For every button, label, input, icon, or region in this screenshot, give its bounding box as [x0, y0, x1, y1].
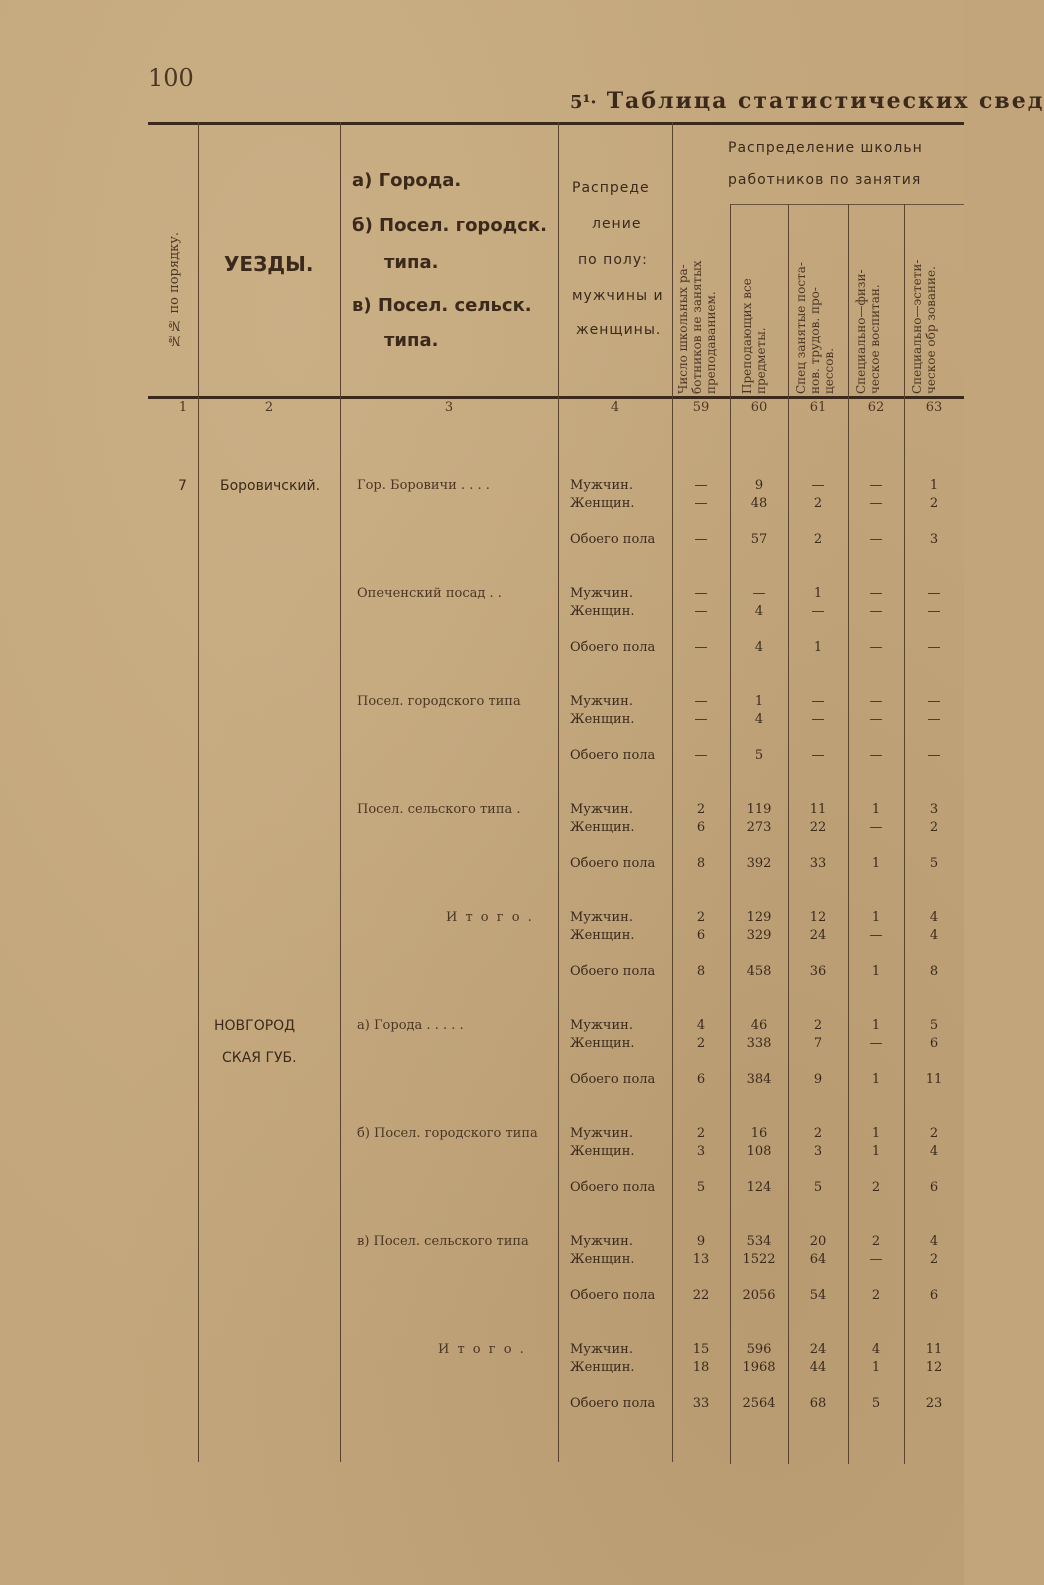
table-cell: 534: [746, 1234, 772, 1249]
table-cell: 3: [813, 1144, 823, 1159]
table-cell: 2: [929, 496, 939, 511]
vertical-header-line: ческое воспитан.: [868, 284, 882, 394]
table-cell: 2: [871, 1288, 881, 1303]
table-cell: 6: [696, 928, 706, 943]
table-cell: —: [694, 586, 708, 601]
table-cell: 11: [925, 1072, 943, 1087]
table-cell: 2: [929, 1126, 939, 1141]
table-cell: 1: [871, 1360, 881, 1375]
table-cell: 33: [692, 1396, 710, 1411]
table-cell: —: [869, 532, 883, 547]
table-cell: 384: [746, 1072, 772, 1087]
table-cell: 4: [929, 1144, 939, 1159]
header-col3-c2: типа.: [384, 330, 439, 351]
header-col4-line: ление: [592, 216, 642, 232]
rule-v7: [848, 204, 849, 1464]
table-cell: —: [811, 694, 825, 709]
table-cell: 3: [929, 802, 939, 817]
sex-label: Мужчин.: [570, 802, 633, 817]
table-cell: 44: [809, 1360, 827, 1375]
sex-label: Мужчин.: [570, 1018, 633, 1033]
table-cell: 24: [809, 928, 827, 943]
table-cell: —: [869, 748, 883, 763]
table-cell: 108: [746, 1144, 772, 1159]
sex-label: Женщин.: [570, 712, 635, 727]
table-cell: 1968: [742, 1360, 776, 1375]
table-cell: —: [694, 496, 708, 511]
rule-v3: [558, 122, 559, 1462]
table-cell: 2: [696, 1036, 706, 1051]
rule-v4: [672, 122, 673, 1462]
table-cell: 54: [809, 1288, 827, 1303]
header-col4-line: по полу:: [578, 252, 648, 268]
column-number: 4: [610, 400, 620, 415]
table-cell: 4: [929, 1234, 939, 1249]
table-cell: 2: [813, 1126, 823, 1141]
header-col3-a: а) Города.: [352, 170, 462, 191]
header-col1: №№ по порядку.: [167, 232, 182, 348]
group-header-rule: [730, 204, 964, 205]
table-cell: —: [694, 748, 708, 763]
table-cell: —: [694, 640, 708, 655]
table-cell: 16: [750, 1126, 768, 1141]
group-header-line1: Распределение школьн: [728, 140, 923, 156]
top-rule: [148, 122, 964, 125]
table-cell: —: [869, 496, 883, 511]
table-cell: 2: [929, 820, 939, 835]
table-cell: 12: [925, 1360, 943, 1375]
table-cell: —: [869, 586, 883, 601]
table-cell: 12: [809, 910, 827, 925]
header-col3-b1: б) Посел. городск.: [352, 215, 547, 236]
table-heading: [570, 88, 1044, 114]
sex-label: Мужчин.: [570, 1234, 633, 1249]
header-col2: УЕЗДЫ.: [224, 252, 314, 276]
column-number: 62: [867, 400, 885, 415]
table-cell: 6: [929, 1180, 939, 1195]
rule-v6: [788, 204, 789, 1464]
table-cell: 1: [813, 586, 823, 601]
table-cell: 4: [929, 928, 939, 943]
table-cell: 2564: [742, 1396, 776, 1411]
column-number: 60: [750, 400, 768, 415]
table-cell: —: [811, 712, 825, 727]
table-cell: —: [869, 1036, 883, 1051]
sex-label: Женщин.: [570, 928, 635, 943]
table-cell: 23: [925, 1396, 943, 1411]
table-cell: —: [927, 748, 941, 763]
vertical-header-line: ческое обр зование.: [924, 266, 938, 394]
table-cell: 4: [754, 604, 764, 619]
total-label: Обоего пола: [570, 856, 656, 871]
settlement-label: а) Города . . . . .: [357, 1018, 464, 1033]
table-cell: 57: [750, 532, 768, 547]
settlement-label: И т о г о .: [438, 1342, 526, 1357]
table-cell: —: [927, 604, 941, 619]
table-cell: 6: [696, 1072, 706, 1087]
table-cell: 3: [929, 532, 939, 547]
table-cell: 2: [696, 1126, 706, 1141]
rule-v2: [340, 122, 341, 1462]
table-cell: —: [811, 604, 825, 619]
table-cell: 2056: [742, 1288, 776, 1303]
table-cell: 64: [809, 1252, 827, 1267]
table-cell: 5: [696, 1180, 706, 1195]
total-label: Обоего пола: [570, 532, 656, 547]
table-cell: 2: [929, 1252, 939, 1267]
row-number: 7: [178, 478, 187, 494]
table-cell: 11: [925, 1342, 943, 1357]
group-header-line2: работников по занятия: [728, 172, 922, 188]
table-cell: 1: [929, 478, 939, 493]
total-label: Обоего пола: [570, 1288, 656, 1303]
table-cell: 392: [746, 856, 772, 871]
table-cell: —: [927, 640, 941, 655]
column-number: 61: [809, 400, 827, 415]
district-name-cont: СКАЯ ГУБ.: [222, 1050, 297, 1066]
table-cell: 4: [696, 1018, 706, 1033]
settlement-label: б) Посел. городского типа: [357, 1126, 538, 1141]
table-cell: —: [927, 694, 941, 709]
table-cell: —: [811, 478, 825, 493]
district-name: НОВГОРОД: [214, 1018, 296, 1034]
total-label: Обоего пола: [570, 1180, 656, 1195]
total-label: Обоего пола: [570, 964, 656, 979]
table-cell: 5: [929, 1018, 939, 1033]
table-cell: 68: [809, 1396, 827, 1411]
header-col4-line: женщины.: [576, 322, 662, 338]
table-cell: 1: [871, 1126, 881, 1141]
sex-label: Мужчин.: [570, 478, 633, 493]
table-cell: 338: [746, 1036, 772, 1051]
table-cell: 6: [696, 820, 706, 835]
sex-label: Женщин.: [570, 1036, 635, 1051]
table-cell: —: [694, 604, 708, 619]
table-cell: 6: [929, 1288, 939, 1303]
table-cell: 48: [750, 496, 768, 511]
table-cell: —: [694, 712, 708, 727]
sex-label: Мужчин.: [570, 1342, 633, 1357]
table-cell: 1: [871, 910, 881, 925]
vertical-header-line: нов. трудов. про-: [808, 287, 822, 394]
vertical-header-line: цессов.: [822, 347, 836, 394]
table-cell: 9: [696, 1234, 706, 1249]
settlement-label: И т о г о .: [446, 910, 534, 925]
sex-label: Мужчин.: [570, 694, 633, 709]
table-cell: 2: [696, 802, 706, 817]
table-cell: 5: [929, 856, 939, 871]
table-cell: 3: [696, 1144, 706, 1159]
table-cell: 1: [754, 694, 764, 709]
vertical-header-line: преподаванием.: [704, 291, 718, 394]
total-label: Обоего пола: [570, 640, 656, 655]
table-cell: —: [869, 640, 883, 655]
table-cell: 7: [813, 1036, 823, 1051]
table-cell: 1: [871, 964, 881, 979]
district-name: Боровичский.: [220, 478, 321, 494]
column-number: 2: [264, 400, 274, 415]
table-cell: 8: [929, 964, 939, 979]
vertical-header-line: Специально—физи-: [854, 269, 868, 394]
vertical-header-line: Число школьных ра-: [676, 264, 690, 394]
table-cell: 15: [692, 1342, 710, 1357]
total-label: Обоего пола: [570, 748, 656, 763]
column-number: 3: [444, 400, 454, 415]
sex-label: Мужчин.: [570, 586, 633, 601]
table-cell: 2: [813, 532, 823, 547]
table-cell: 1: [871, 802, 881, 817]
table-cell: 22: [692, 1288, 710, 1303]
vertical-header-line: предметы.: [754, 327, 768, 394]
table-cell: —: [869, 694, 883, 709]
table-cell: 4: [871, 1342, 881, 1357]
table-cell: 119: [746, 802, 772, 817]
table-cell: 11: [809, 802, 827, 817]
table-cell: 8: [696, 964, 706, 979]
vertical-header-line: Преподающих все: [740, 278, 754, 394]
table-cell: —: [927, 586, 941, 601]
table-cell: —: [752, 586, 766, 601]
header-bottom-rule: [148, 396, 964, 399]
table-cell: —: [927, 712, 941, 727]
table-cell: 22: [809, 820, 827, 835]
table-cell: 596: [746, 1342, 772, 1357]
table-cell: —: [869, 478, 883, 493]
total-label: Обоего пола: [570, 1396, 656, 1411]
sex-label: Женщин.: [570, 1144, 635, 1159]
rule-v5: [730, 204, 731, 1464]
table-cell: 124: [746, 1180, 772, 1195]
table-cell: 273: [746, 820, 772, 835]
table-cell: —: [694, 478, 708, 493]
sex-label: Женщин.: [570, 820, 635, 835]
table-cell: —: [869, 1252, 883, 1267]
table-cell: 5: [871, 1396, 881, 1411]
table-cell: —: [869, 820, 883, 835]
table-cell: 20: [809, 1234, 827, 1249]
table-cell: 1522: [742, 1252, 776, 1267]
rule-v1: [198, 122, 199, 1462]
table-cell: 9: [813, 1072, 823, 1087]
header-col4-line: мужчины и: [572, 288, 664, 304]
sex-label: Мужчин.: [570, 1126, 633, 1141]
section-mark: 5¹·: [570, 92, 597, 113]
header-col4-line: Распреде: [572, 180, 650, 196]
table-cell: 18: [692, 1360, 710, 1375]
sex-label: Женщин.: [570, 1252, 635, 1267]
sex-label: Женщин.: [570, 496, 635, 511]
settlement-label: в) Посел. сельского типа: [357, 1234, 529, 1249]
table-cell: —: [811, 748, 825, 763]
table-cell: —: [694, 532, 708, 547]
settlement-label: Посел. сельского типа .: [357, 802, 521, 817]
total-label: Обоего пола: [570, 1072, 656, 1087]
table-cell: 458: [746, 964, 772, 979]
table-title: Таблица статистических свед: [606, 88, 1044, 114]
table-cell: 1: [871, 1072, 881, 1087]
table-cell: 6: [929, 1036, 939, 1051]
table-cell: 8: [696, 856, 706, 871]
table-cell: 4: [754, 712, 764, 727]
header-col3-b2: типа.: [384, 252, 439, 273]
table-cell: 24: [809, 1342, 827, 1357]
table-cell: 1: [871, 856, 881, 871]
settlement-label: Опеченский посад . .: [357, 586, 502, 601]
column-number: 63: [925, 400, 943, 415]
table-cell: —: [869, 604, 883, 619]
table-cell: 33: [809, 856, 827, 871]
table-cell: 1: [871, 1144, 881, 1159]
table-cell: 5: [754, 748, 764, 763]
vertical-header-line: Специально—эстети-: [910, 259, 924, 394]
table-cell: —: [694, 694, 708, 709]
rule-v8: [904, 204, 905, 1464]
table-cell: 329: [746, 928, 772, 943]
table-cell: 4: [929, 910, 939, 925]
table-cell: 129: [746, 910, 772, 925]
vertical-header-line: Спец занятые поста-: [794, 262, 808, 394]
header-col3-c1: в) Посел. сельск.: [352, 295, 532, 316]
page-number: 100: [148, 64, 194, 92]
sex-label: Мужчин.: [570, 910, 633, 925]
table-cell: 2: [871, 1180, 881, 1195]
column-number: 59: [692, 400, 710, 415]
settlement-label: Гор. Боровичи . . . .: [357, 478, 490, 493]
sex-label: Женщин.: [570, 604, 635, 619]
table-cell: 2: [696, 910, 706, 925]
table-cell: 36: [809, 964, 827, 979]
column-number: 1: [178, 400, 188, 415]
table-cell: 13: [692, 1252, 710, 1267]
table-cell: 46: [750, 1018, 768, 1033]
table-cell: 2: [813, 496, 823, 511]
table-cell: 9: [754, 478, 764, 493]
sex-label: Женщин.: [570, 1360, 635, 1375]
table-cell: —: [869, 928, 883, 943]
table-cell: 2: [813, 1018, 823, 1033]
table-cell: 5: [813, 1180, 823, 1195]
table-cell: 1: [813, 640, 823, 655]
vertical-header-line: ботников не занятых: [690, 260, 704, 394]
table-cell: 1: [871, 1018, 881, 1033]
settlement-label: Посел. городского типа: [357, 694, 521, 709]
table-cell: 2: [871, 1234, 881, 1249]
table-cell: —: [869, 712, 883, 727]
table-cell: 4: [754, 640, 764, 655]
